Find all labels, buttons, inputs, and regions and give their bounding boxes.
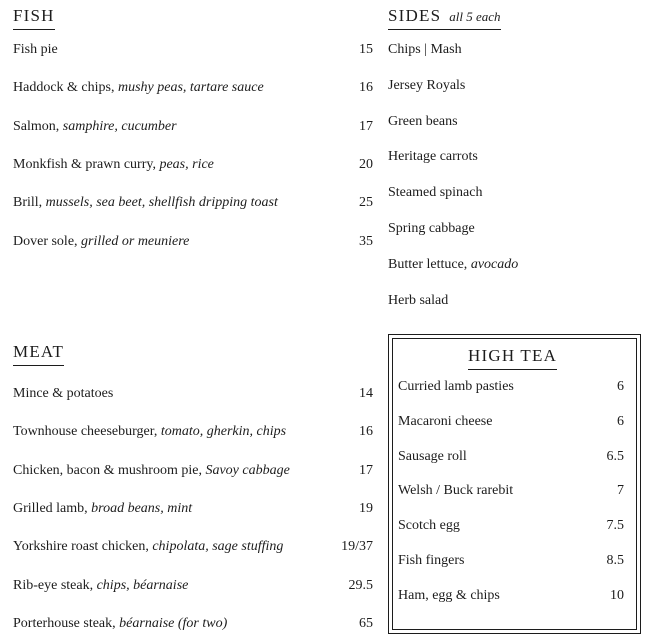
menu-item [398,517,624,535]
item-name: Brill, [13,195,46,211]
sides-heading [388,6,501,30]
menu-item [388,220,588,238]
item-name: Steamed spinach [388,185,483,201]
item-name: Scotch egg [398,518,460,534]
item-name: Chicken, bacon & mushroom pie, [13,462,206,478]
item-description: samphire, cucumber [62,118,177,134]
menu-item [13,423,373,441]
item-price: 19/37 [341,539,373,555]
menu-item [13,156,373,174]
menu-item [398,448,624,466]
item-price: 65 [359,615,373,631]
menu-item [398,413,624,431]
sides-heading-text: SIDES [388,6,442,25]
menu-item [13,577,373,595]
item-price: 14 [359,386,373,401]
menu-item [388,41,588,59]
item-price: 16 [359,424,373,440]
item-name: Rib-eye steak, [13,577,97,593]
item-description: chipolata, sage stuffing [152,539,284,555]
menu-item [13,462,373,480]
item-price: 20 [359,156,373,172]
item-price: 35 [359,233,373,249]
fish-heading [13,6,55,30]
item-name: Yorkshire roast chicken, [13,539,153,555]
menu-item [13,385,373,403]
hightea-heading [468,346,557,370]
fish-heading-text: FISH [13,6,55,25]
item-name: Salmon, [13,118,63,134]
menu-item [13,79,373,97]
item-name: Macaroni cheese [398,413,493,429]
item-price: 6 [617,413,624,429]
item-price: 8.5 [606,553,624,568]
item-description: broad beans, mint [91,500,193,516]
menu-item [13,41,373,59]
menu-item [398,587,624,605]
menu-item [13,538,373,556]
item-description: mushy peas, tartare sauce [117,80,264,96]
item-name: Dover sole, [13,233,82,249]
menu-item [388,113,588,131]
item-description: grilled or meuniere [81,233,190,249]
item-price: 10 [610,587,624,603]
item-price: 17 [359,462,373,478]
menu-item [388,148,588,166]
item-description: tomato, gherkin, chips [160,424,287,440]
item-name: Fish fingers [398,553,465,568]
item-name: Mince & potatoes [13,386,114,401]
menu-item [13,194,373,212]
item-description: peas, rice [159,156,214,172]
menu-item [13,615,373,633]
meat-heading-text: MEAT [13,342,65,361]
item-description: Savoy cabbage [205,462,290,478]
item-name: Butter lettuce, [388,256,471,272]
sides-price-note: all 5 each [449,9,501,24]
item-price: 25 [359,195,373,211]
item-price: 7 [617,483,624,499]
menu-item [13,118,373,136]
menu-item [398,378,624,396]
item-price: 7.5 [606,518,624,534]
item-name: Fish pie [13,42,58,57]
item-price: 6 [617,379,624,394]
item-name: Green beans [388,113,458,129]
menu-item [388,184,588,202]
item-name: Grilled lamb, [13,500,92,516]
item-name: Sausage roll [398,448,467,464]
item-description: mussels, sea beet, shellfish dripping toast [45,195,278,211]
menu-item [388,77,588,95]
item-name: Heritage carrots [388,149,478,165]
item-name: Ham, egg & chips [398,587,500,603]
item-description: béarnaise (for two) [119,615,228,631]
item-price: 17 [359,118,373,134]
item-name: Spring cabbage [388,221,475,236]
item-name: Monkfish & prawn curry, [13,156,160,172]
meat-heading [13,342,64,366]
item-name: Townhouse cheeseburger, [13,424,161,440]
item-name: Chips | Mash [388,42,462,57]
item-description: chips, béarnaise [96,577,189,593]
item-price: 16 [359,80,373,96]
item-price: 15 [359,42,373,57]
menu-item [388,292,588,310]
item-name: Jersey Royals [388,77,466,93]
menu-item [13,500,373,518]
item-name: Haddock & chips, [13,80,118,96]
item-name: Herb salad [388,292,449,308]
item-name: Curried lamb pasties [398,379,514,394]
item-name: Welsh / Buck rarebit [398,483,514,499]
menu-item [398,482,624,500]
menu-item [388,256,588,274]
menu-item [13,233,373,251]
item-price: 6.5 [606,448,624,464]
item-price: 19 [359,500,373,516]
hightea-heading-text: HIGH TEA [468,346,558,365]
menu-item [398,552,624,570]
item-name: Porterhouse steak, [13,615,120,631]
item-description: avocado [470,256,519,272]
item-price: 29.5 [348,577,373,593]
